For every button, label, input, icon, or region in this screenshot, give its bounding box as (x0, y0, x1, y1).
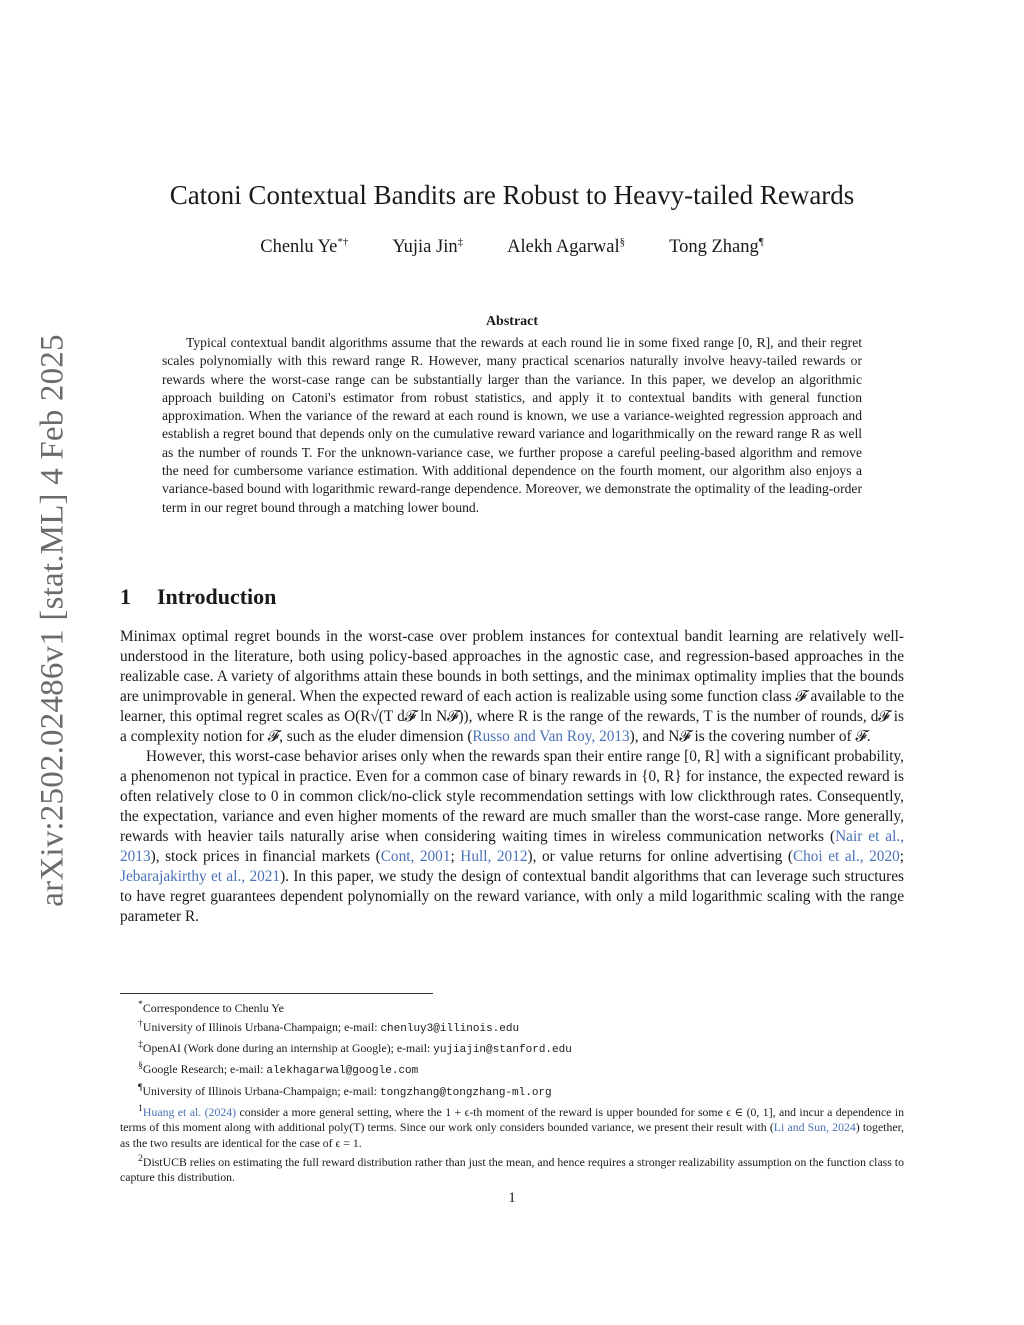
introduction-body (120, 627, 904, 927)
email: tongzhang@tongzhang-ml.org (380, 1086, 552, 1099)
author: Tong Zhang¶ (669, 236, 764, 258)
author-mark: ¶ (758, 236, 764, 248)
citation-link[interactable]: Jebarajakirthy et al., 2021 (120, 868, 281, 885)
author-mark: ‡ (457, 236, 464, 248)
author: Chenlu Ye*† (260, 236, 349, 258)
page-number: 1 (508, 1190, 516, 1206)
email: yujiajin@stanford.edu (433, 1044, 572, 1057)
arxiv-identifier-sidebar (34, 325, 72, 915)
arxiv-identifier: arXiv:2502.02486v1 [stat.ML] 4 Feb 2025 (34, 333, 71, 907)
author-list (120, 236, 904, 258)
footnote: *Correspondence to Chenlu Ye (138, 999, 284, 1015)
email: chenluy3@illinois.edu (380, 1023, 520, 1036)
citation-link[interactable]: Hull, 2012 (460, 848, 528, 865)
footnotes (120, 997, 904, 1186)
section-title: Introduction (157, 584, 277, 609)
citation-link[interactable]: Li and Sun, 2024 (773, 1120, 856, 1135)
paper-title: Catoni Contextual Bandits are Robust to Heavy-tailed Rewards (169, 180, 855, 210)
author-mark: § (619, 236, 626, 248)
citation-link[interactable]: Nair et al., 2013 (120, 828, 905, 865)
email: alekhagarwal@google.com (266, 1065, 419, 1078)
author: Alekh Agarwal§ (507, 236, 626, 258)
section-number: 1 (120, 584, 131, 609)
citation-link[interactable]: Huang et al. (2024) (142, 1104, 237, 1119)
citation-link[interactable]: Russo and Van Roy, 2013 (472, 728, 630, 745)
citation-link[interactable]: Choi et al., 2020 (792, 848, 900, 865)
footnote: $^2$DistUCB relies on estimating the full reward distribution rather than just the mean, and hence requires a stronger realizability assumption on the function class to capture this distribution. (120, 1153, 904, 1185)
abstract-text: Typical contextual bandit algorithms assume that the rewards at each round lie in some fixed range [0, R], and their regret scales polynomially with this reward range R. However, many practical scenarios naturally involve heavy-tailed rewards or rewards where the worst-case range can be substantially larger than the variance. In this paper, we develop an algorithmic approach building on Catoni's estimator from robust statistics, and apply it to contextual bandits with general function approximation. When the variance of the reward at each round is known, we use a variance-weighted regression approach and establish a regret bound that depends only on the cumulative reward variance and logarithmically on the reward range R as well as the number of rounds T. For the unknown-variance case, we further propose a careful peeling-based algorithm and remove the need for cumbersome variance estimation. With additional dependence on the fourth moment, our algorithm also enjoys a variance-based bound with logarithmic reward-range dependence. Moreover, we demonstrate the optimality of the leading-order term in our regret bound through a matching lower bound. (162, 335, 862, 515)
footnote-divider (120, 993, 433, 994)
intro-paragraph: However, this worst-case behavior arises only when the rewards span their entire range [0, R] with a significant probability, a phenomenon not typical in practice. Even for a common case of binary rewards in {0, R} for instance, the expected reward is often relatively close to 0 in common click/no-click style recommendation settings with low clickthrough rates. Consequently, the expectation, variance and even higher moments of the reward are much smaller than the worst-case range. More generally, rewards with heavier tails naturally arise when considering waiting times in wireless communication networks (Nair et al., 2013), stock prices in financial markets (Cont, 2001; Hull, 2012), or value returns for online advertising (Choi et al., 2020; Jebarajakirthy et al., 2021). In this paper, we study the design of contextual bandit algorithms that can leverage such structures to have regret guarantees dependent polynomially on the reward variance, with only a mild logarithmic scaling with the range parameter R. (120, 748, 905, 925)
footnote: ‡OpenAI (Work done during an internship at Google); e-mail: yujiajin@stanford.edu (138, 1039, 572, 1057)
abstract-heading: Abstract (485, 314, 539, 329)
footnote: $^1$Huang et al. (2024) consider a more general setting, where the 1 + ϵ-th moment of the reward is upper bounded for some ϵ ∈ (0, 1], and incur a dependence in terms of this moment along with additional poly(T) terms. Since our work only considers bounded variance, we present their result with (Li and Sun, 2024) together, as the two results are identical for the case of ϵ = 1. (120, 1102, 905, 1150)
footnote: †University of Illinois Urbana-Champaign; e-mail: chenluy3@illinois.edu (138, 1018, 520, 1036)
author: Yujia Jin‡ (392, 236, 464, 258)
intro-paragraph: Minimax optimal regret bounds in the worst-case over problem instances for contextual bandit learning are relatively well-understood in the literature, both using policy-based approaches in the agnostic case, and regression-based approaches in the realizable case. A variety of algorithms attain these bounds in both settings, and the minimax optimality implies that the bounds are unimprovable in general. When the expected reward of each action is realizable using some function class 𝓕 available to the learner, this optimal regret scales as O(R√(T d𝓕 ln N𝓕)), where R is the range of the rewards, T is the number of rounds, d𝓕 is a complexity notion for 𝓕, such as the eluder dimension (Russo and Van Roy, 2013), and N𝓕 is the covering number of 𝓕. (120, 628, 904, 745)
footnote: §Google Research; e-mail: alekhagarwal@google.com (138, 1060, 419, 1078)
footnote: ¶University of Illinois Urbana-Champaign; e-mail: tongzhang@tongzhang-ml.org (138, 1081, 552, 1099)
author-mark: *† (337, 236, 349, 248)
citation-link[interactable]: Cont, 2001 (380, 848, 451, 865)
section-heading (120, 584, 276, 610)
